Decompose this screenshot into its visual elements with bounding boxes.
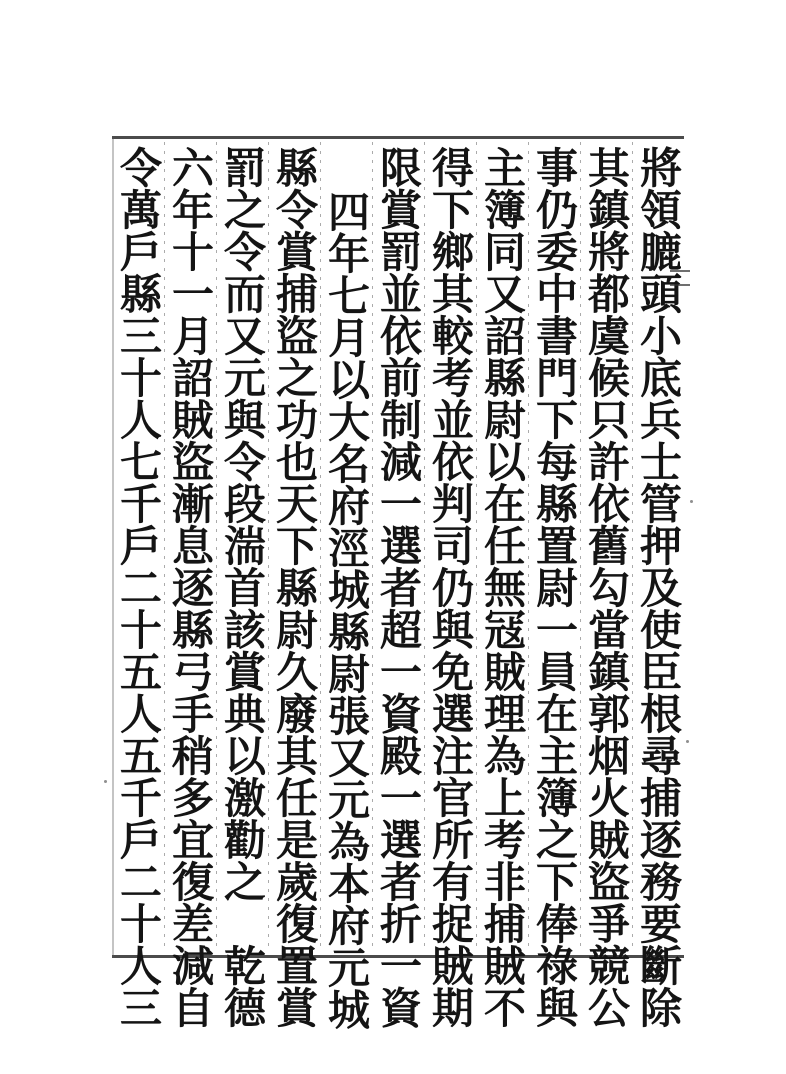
margin-mark [670, 270, 690, 286]
text-column-3 [528, 146, 580, 1028]
text-column-4 [476, 146, 528, 1028]
column-text: 限賞罰並依前制減一選者超一資殿一選者折一資 [374, 146, 423, 1028]
ink-speck [690, 500, 693, 503]
text-column-8 [268, 146, 320, 1028]
column-text: 罰之令而又元與令段湍首該賞典以激勸之 乾德 [218, 146, 267, 1028]
text-column-1 [632, 146, 684, 1028]
text-frame [112, 136, 684, 1030]
column-text: 縣令賞捕盜之功也天下縣尉久廢其任是歲復置賞 [270, 146, 319, 1028]
top-border-rule [112, 136, 684, 139]
column-text: 其鎮將都虞候只許依舊勾當鎮郭烟火賊盜爭競公 [582, 146, 631, 1028]
text-column-10 [164, 146, 216, 1028]
text-column-5 [424, 146, 476, 1028]
column-text: 六年十一月詔賊盜漸息逐縣弓手稍多宜復差減自 [166, 146, 215, 1028]
text-column-2 [580, 146, 632, 1028]
text-column-9 [216, 146, 268, 1028]
text-column-11 [112, 146, 164, 1028]
text-column-6 [372, 146, 424, 1028]
text-column-7 [320, 146, 372, 1030]
column-text: 四年七月以大名府涇城縣尉張又元為本府元城 [322, 190, 371, 1030]
ink-speck [686, 740, 689, 743]
ink-speck [104, 780, 107, 783]
column-text: 將領膔頭小底兵士管押及使臣根尋捕逐務要斷除 [634, 146, 683, 1028]
column-text: 得下鄉其較考並依判司仍與免選注官所有捉賊期 [426, 146, 475, 1028]
column-text: 主簿同又詔縣尉以在任無冦賊理為上考非捕賊不 [478, 146, 527, 1028]
column-text: 事仍委中書門下每縣置尉一員在主簿之下俸祿與 [530, 146, 579, 1028]
column-text: 令萬戶縣三十人七千戶二十五人五千戶二十人三 [114, 146, 163, 1028]
